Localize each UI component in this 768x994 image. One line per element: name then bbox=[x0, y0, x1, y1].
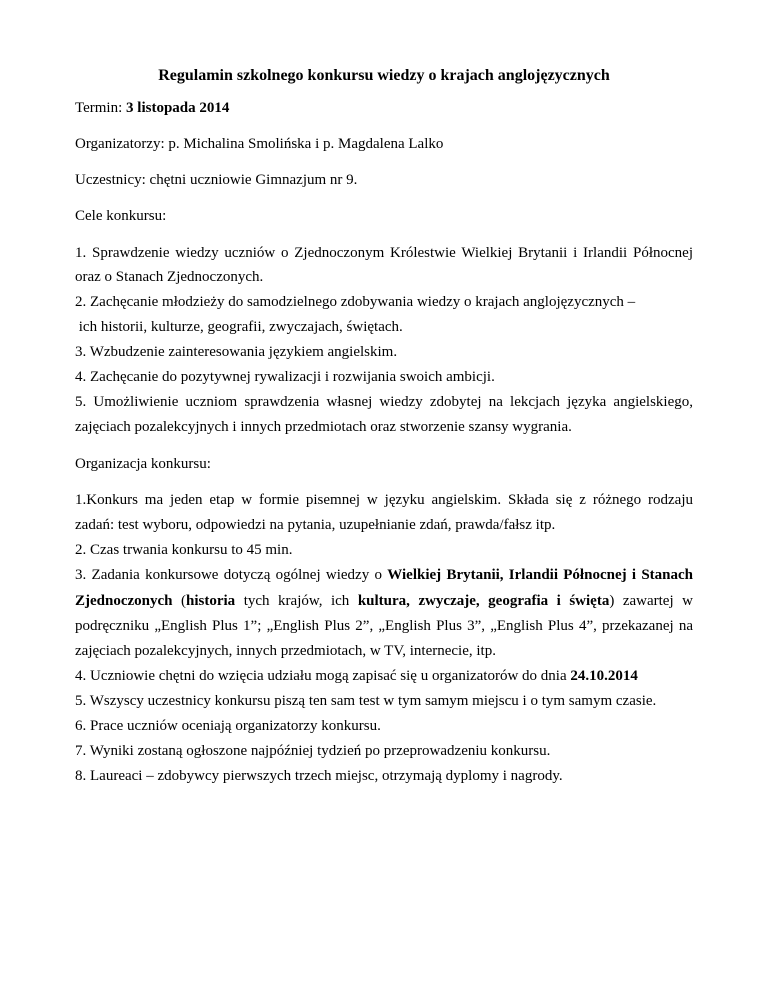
item-4-text: 4. Uczniowie chętni do wzięcia udziału mogą zapisać się u organizatorów do dnia bbox=[75, 668, 571, 684]
item-3-text: ( bbox=[172, 593, 187, 609]
item-3-bold-usa: Zjednoczonych bbox=[75, 593, 173, 609]
term-label: Termin: bbox=[75, 100, 127, 116]
goal-line: 2. Zachęcanie młodzieży do samodzielnego zdobywania wiedzy o krajach anglojęzycznych – bbox=[75, 294, 636, 310]
item-3-bold-countries: Wielkiej Brytanii, Irlandii Północnej i Stanach bbox=[387, 567, 693, 583]
organization-item-8: 8. Laureaci – zdobywcy pierwszych trzech miejsc, otrzymają dyplomy i nagrody. bbox=[75, 768, 563, 784]
organization-item-1-line-2: zadań: test wyboru, odpowiedzi na pytania, uzupełnianie zdań, prawda/fałsz itp. bbox=[75, 517, 556, 533]
organizers-line: Organizatorzy: p. Michalina Smolińska i p. Magdalena Lalko bbox=[75, 136, 444, 152]
goal-line: 4. Zachęcanie do pozytywnej rywalizacji i rozwijania swoich ambicji. bbox=[75, 369, 495, 385]
item-3-text: ) zawartej w bbox=[609, 593, 693, 609]
goal-line: oraz o Stanach Zjednoczonych. bbox=[75, 269, 264, 285]
goals-heading: Cele konkursu: bbox=[75, 208, 167, 224]
goal-line: ich historii, kulturze, geografii, zwyczajach, świętach. bbox=[75, 319, 403, 335]
term-line bbox=[75, 99, 693, 117]
organization-item-6: 6. Prace uczniów oceniają organizatorzy konkursu. bbox=[75, 718, 381, 734]
organization-item-3-line-1 bbox=[75, 566, 693, 584]
document-title: Regulamin szkolnego konkursu wiedzy o krajach anglojęzycznych bbox=[158, 67, 610, 84]
term-value: 3 listopada 2014 bbox=[126, 100, 230, 116]
organization-item-7: 7. Wyniki zostaną ogłoszone najpóźniej tydzień po przeprowadzeniu konkursu. bbox=[75, 743, 551, 759]
goal-line: 5. Umożliwienie uczniom sprawdzenia własnej wiedzy zdobytej na lekcjach języka angielskiego, bbox=[75, 394, 693, 410]
organization-item-5: 5. Wszyscy uczestnicy konkursu piszą ten sam test w tym samym miejscu i o tym samym czasie. bbox=[75, 693, 657, 709]
item-3-text: tych krajów, ich bbox=[235, 593, 358, 609]
organization-heading: Organizacja konkursu: bbox=[75, 456, 211, 472]
item-3-bold-culture: kultura, zwyczaje, geografia i święta bbox=[357, 593, 610, 609]
organization-item-4 bbox=[75, 667, 693, 685]
organization-item-1-line-1: 1.Konkurs ma jeden etap w formie pisemnej w języku angielskim. Składa się z różnego rodzaju bbox=[75, 492, 693, 508]
item-4-date: 24.10.2014 bbox=[570, 668, 638, 684]
organization-item-3-line-3: podręczniku „English Plus 1”; „English Plus 2”, „English Plus 3”, „English Plus 4”, przekazanej na bbox=[75, 618, 693, 634]
organization-item-2: 2. Czas trwania konkursu to 45 min. bbox=[75, 542, 293, 558]
organization-item-3-line-4: zajęciach pozalekcyjnych, innych przedmiotach, w TV, internecie, itp. bbox=[75, 643, 496, 659]
organization-item-3-line-2 bbox=[75, 592, 693, 610]
goal-line: 1. Sprawdzenie wiedzy uczniów o Zjednoczonym Królestwie Wielkiej Brytanii i Irlandii Północnej bbox=[75, 245, 693, 261]
item-3-text: 3. Zadania konkursowe dotyczą ogólnej wiedzy o bbox=[75, 567, 388, 583]
goal-line: 3. Wzbudzenie zainteresowania językiem angielskim. bbox=[75, 344, 398, 360]
goal-line: zajęciach pozalekcyjnych i innych przedmiotach oraz stworzenie szansy wygrania. bbox=[75, 419, 572, 435]
participants-line: Uczestnicy: chętni uczniowie Gimnazjum nr 9. bbox=[75, 172, 358, 188]
item-3-bold-history: historia bbox=[186, 593, 236, 609]
